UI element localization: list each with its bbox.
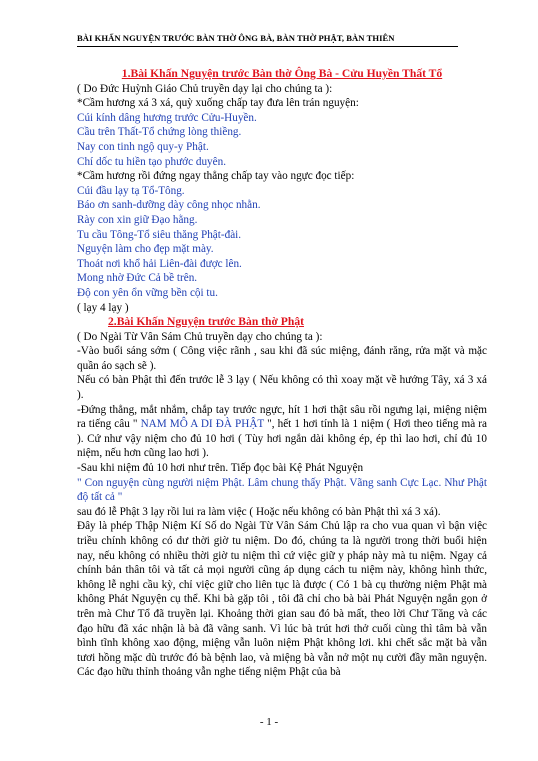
verse-line: Cúi kính dâng hương trước Cửu-Huyền. [77, 111, 257, 124]
section2-paragraph-4: -Sau khi niệm đủ 10 hơi như trên. Tiếp đọc bài Kệ Phát Nguyện [77, 462, 364, 475]
section2-source: ( Do Ngài Từ Vân Sám Chủ truyền dạy cho chúng ta ): [77, 330, 323, 343]
section2-paragraph-3 [77, 403, 487, 461]
verse-line: Nay con tinh ngộ quy-y Phật. [77, 140, 209, 153]
section1-title: 1.Bài Khấn Nguyện trước Bàn thờ Ông Bà - Cửu Huyền Thất Tổ [121, 67, 443, 80]
vow-quote: " Con nguyện cùng người niệm Phật. Lâm chung thấy Phật. Vãng sanh Cực Lạc. Như Phật độ tất cả " [77, 476, 487, 504]
verse-line: Cúi đầu lạy tạ Tổ-Tông. [77, 184, 185, 197]
section2-paragraph-2: Nếu có bàn Phật thì đến trước lễ 3 lạy ( Nếu không có thì xoay mặt về hướng Tây, xá 3 xá ). [77, 374, 487, 402]
verse-line: Tu cầu Tông-Tổ siêu thăng Phật-đài. [77, 228, 242, 241]
document-header: BÀI KHẤN NGUYỆN TRƯỚC BÀN THỜ ÔNG BÀ, BÀN THỜ PHẬT, BÀN THIÊN [77, 33, 395, 43]
section2-paragraph-6: Đây là phép Thập Niệm Kí Số do Ngài Từ Vân Sám Chủ lập ra cho vua quan vì bận việc triều chính không có dư thời giờ tu niệm. Do đó, chúng ta là người trong thời buổi hiện nay, nếu không có nhiều thời giờ tu niệm thì cứ việc giữ y pháp này mà tu niệm. Ngay cả chính bản thân tôi và tất cả mọi người cũng áp dụng cách tu niệm này, không hình thức, không lễ nghi cầu kỳ, chỉ việc giữ cho liên tục là được ( Có 1 bà cụ thường niệm Phật mà không Phát Nguyện cụ thể. Khi bà gặp tôi , tôi đã chỉ cho bà bài Phát Nguyện ngắn gọn ở trên mà Chư Tổ đã truyền lại. Khoảng thời gian sau đó bà mất, theo lời Chư Tăng và các đạo hữu đã xác nhận là bà đã vãng sanh. Vì lúc bà trút hơi thở cuối cùng thì tâm bà vẫn bình tĩnh không xao động, miệng vẫn luôn niệm Phật không lơi. khi chết sắc mặt bà vẫn tươi hồng mặc dù trước đó bà bệnh lao, và miệng bà vẫn nở một nụ cười đầy mãn nguyện. Các đạo hữu thỉnh thoảng vẫn nghe tiếng niệm Phật của bà [77, 520, 487, 679]
section2-title: 2.Bài Khấn Nguyện trước Bàn thờ Phật [108, 315, 304, 329]
verse-line: Rày con xin giữ Đạo hằng. [77, 213, 198, 226]
para3-text-a: -Đứng thẳng, mắt nhắm, chắp tay trước ngực, hít 1 hơi thật sâu rồi ngưng lại, miệng niệm ra tiếng câu " [77, 403, 487, 431]
verse-line: Báo ơn sanh-dưỡng dày công nhọc nhằn. [77, 199, 261, 212]
section2-paragraph-5: sau đó lễ Phật 3 lạy rồi lui ra làm việc ( Hoặc nếu không có bàn Phật thì xá 3 xá). [77, 505, 441, 518]
verse-line: Cầu trên Thất-Tổ chứng lòng thiềng. [77, 126, 242, 139]
page-number: - 1 - [259, 716, 279, 728]
verse-line: Độ con yên ổn vững bền cội tu. [77, 286, 218, 299]
verse-line: Mong nhờ Đức Cả bề trên. [77, 272, 198, 285]
section1-instruction-2: *Cầm hương rồi đứng ngay thẳng chấp tay vào ngực đọc tiếp: [77, 170, 355, 183]
section2-paragraph-1: -Vào buổi sáng sớm ( Công việc rãnh , sau khi đã súc miệng, đánh răng, rửa mặt và mặc quần áo sạch sẽ ). [77, 345, 487, 372]
verse-line: Thoát nơi khổ hải Liên-đài được lên. [77, 257, 242, 270]
section1-source: ( Do Đức Huỳnh Giáo Chủ truyền dạy lại cho chúng ta ): [77, 82, 333, 95]
verse-line: Chí dốc tu hiền tạo phước duyên. [77, 155, 226, 168]
section1-instruction-1: *Cầm hương xá 3 xá, quỳ xuống chấp tay đưa lên trán nguyện: [77, 97, 359, 110]
chant-text: NAM MÔ A DI ĐÀ PHẬT [137, 418, 268, 431]
document-body [77, 67, 487, 680]
para3-text-b: ", hết 1 hơi tính là 1 niệm ( Hơi theo tiếng mà ra ). Cứ như vậy niệm cho đủ 10 hơi ( Tùy hơi ngắn dài không ép, ép thì lao hơi, chỉ đủ 10 niệm, nếu hơn cũng lao hơi ). [77, 418, 488, 460]
section1-closing: ( lạy 4 lạy ) [77, 301, 129, 314]
verse-line: Nguyện làm cho đẹp mặt mày. [77, 243, 214, 256]
header-rule [77, 46, 458, 47]
